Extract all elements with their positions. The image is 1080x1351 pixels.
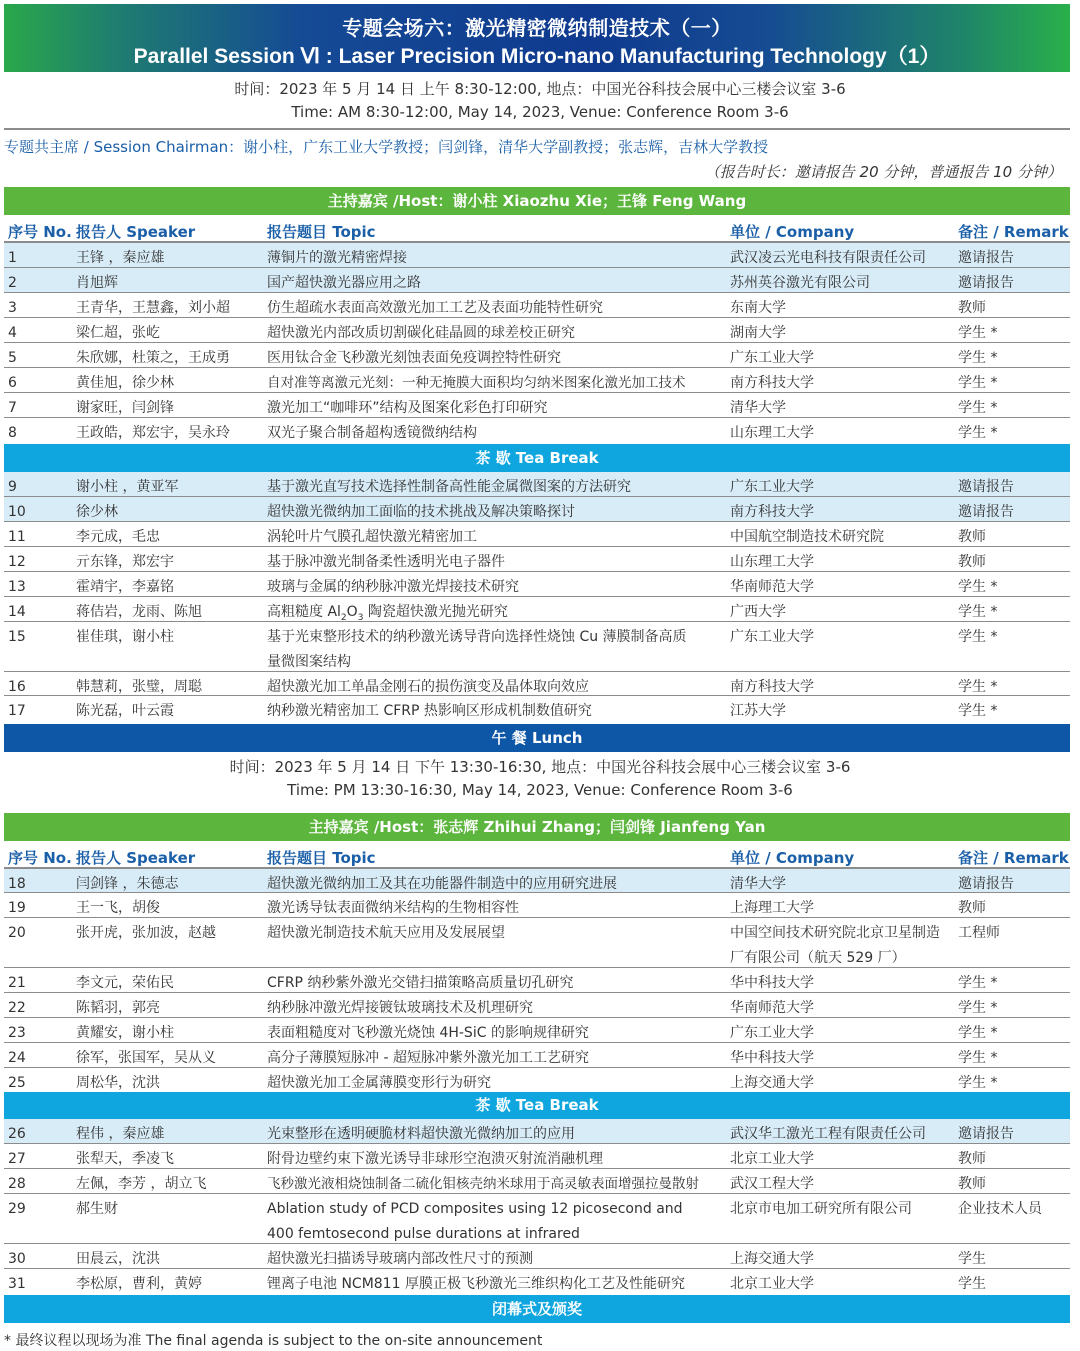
row-topic: Ablation study of PCD composites using 12 picosecond and 400 femtosecond pulse durations at infrared: [267, 1201, 683, 1242]
table-row: [4, 293, 1070, 318]
row-no: 17: [8, 703, 26, 719]
row-topic: 基于脉冲激光制备柔性透明光电子器件: [267, 554, 505, 570]
row-company: 江苏大学: [730, 703, 786, 719]
row-topic: 基于光束整形技术的纳秒激光诱导背向选择性烧蚀 Cu 薄膜制备高质量微图案结构: [267, 629, 687, 670]
row-remark: 企业技术人员: [958, 1201, 1042, 1217]
row-remark: 学生: [958, 1251, 986, 1267]
row-topic: 超快激光微纳加工面临的技术挑战及解决策略探讨: [267, 504, 575, 520]
row-topic: 超快激光微纳加工及其在功能器件制造中的应用研究进展: [267, 876, 617, 892]
divider: [4, 128, 1070, 130]
table-row: [4, 1018, 1070, 1043]
col-company: 单位 / Company: [730, 223, 855, 241]
row-speaker: 亓东锋，郑宏宇: [76, 554, 174, 570]
row-speaker: 梁仁超，张屹: [76, 325, 160, 341]
table-header: [4, 843, 1070, 869]
row-remark: 教师: [958, 900, 986, 916]
table-row: [4, 497, 1070, 522]
session-title-cn: 专题会场六：激光精密微纳制造技术（一）: [342, 16, 732, 40]
row-topic: 薄铜片的激光精密焊接: [267, 250, 407, 266]
row-company: 广东工业大学: [730, 629, 814, 645]
row-no: 6: [8, 375, 17, 391]
row-company: 中国空间技术研究院北京卫星制造厂有限公司（航天 529 厂）: [730, 925, 940, 966]
row-remark: 教师: [958, 1151, 986, 1167]
row-remark: 学生 *: [958, 975, 998, 991]
table-row: [4, 572, 1070, 597]
subscript: 3: [357, 612, 364, 623]
table-row: [4, 597, 1070, 622]
row-company: 北京工业大学: [730, 1151, 814, 1167]
row-no: 13: [8, 579, 26, 595]
row-speaker: 李文元，荣佑民: [76, 975, 174, 991]
row-topic: 高分子薄膜短脉冲 - 超短脉冲紫外激光加工工艺研究: [267, 1050, 589, 1066]
row-topic: 超快激光内部改质切割碳化硅晶圆的球差校正研究: [267, 325, 575, 341]
row-no: 29: [8, 1201, 26, 1217]
row-speaker: 蒋佶岩，龙雨、陈旭: [76, 604, 202, 620]
row-topic: 表面粗糙度对飞秒激光烧蚀 4H-SiC 的影响规律研究: [267, 1025, 589, 1041]
table-row: [4, 1244, 1070, 1269]
tea-break-bar: 茶 歇 Tea Break: [4, 1092, 1070, 1119]
row-speaker: 崔佳琪，谢小柱: [76, 629, 174, 645]
row-company: 北京市电加工研究所有限公司: [730, 1201, 912, 1217]
row-no: 23: [8, 1025, 26, 1041]
row-topic: 涡轮叶片气膜孔超快激光精密加工: [267, 529, 477, 545]
table-row: [4, 418, 1070, 443]
row-company: 东南大学: [730, 300, 786, 316]
row-no: 22: [8, 1000, 26, 1016]
row-no: 27: [8, 1151, 26, 1167]
row-speaker: 王一飞，胡俊: [76, 900, 160, 916]
topic-text: O: [346, 604, 358, 620]
row-remark: 学生 *: [958, 350, 998, 366]
row-speaker: 韩慧莉，张璧，周聪: [76, 679, 202, 695]
row-speaker: 程伟 ，秦应雄: [76, 1126, 165, 1142]
table-row: [4, 869, 1070, 893]
row-remark: 工程师: [958, 925, 1000, 941]
session-title-en: Parallel Session Ⅵ : Laser Precision Micro-nano Manufacturing Technology（1）: [133, 45, 941, 68]
session-banner: [4, 4, 1070, 72]
row-company: 山东理工大学: [730, 554, 814, 570]
row-topic: 纳秒脉冲激光焊接镀钛玻璃技术及机理研究: [267, 1000, 533, 1016]
row-no: 5: [8, 350, 17, 366]
row-company: 华中科技大学: [730, 975, 814, 991]
row-speaker: 王锋 ，秦应雄: [76, 250, 165, 266]
row-remark: 学生 *: [958, 629, 998, 645]
row-remark: 学生 *: [958, 425, 998, 441]
row-remark: 学生 *: [958, 1000, 998, 1016]
row-no: 15: [8, 629, 26, 645]
row-remark: 学生: [958, 1276, 986, 1292]
row-company: 南方科技大学: [730, 679, 814, 695]
table-header: [4, 217, 1070, 243]
row-company: 中国航空制造技术研究院: [730, 529, 884, 545]
row-company: 华中科技大学: [730, 1050, 814, 1066]
row-company: 武汉凌云光电科技有限责任公司: [730, 250, 926, 266]
subscript: 2: [340, 612, 347, 623]
host-bar-afternoon: 主持嘉宾 /Host：张志辉 Zhihui Zhang；闫剑锋 Jianfeng Yan: [4, 813, 1070, 841]
row-no: 20: [8, 925, 26, 941]
row-no: 14: [8, 604, 26, 620]
row-company: 华南师范大学: [730, 579, 814, 595]
col-speaker: 报告人 Speaker: [76, 849, 196, 867]
col-speaker: 报告人 Speaker: [76, 223, 196, 241]
row-speaker: 朱欣娜，杜策之，王成勇: [76, 350, 230, 366]
row-topic: 国产超快激光器应用之路: [267, 275, 421, 291]
row-speaker: 左佩，李芳 ，胡立飞: [76, 1176, 207, 1192]
row-company: 山东理工大学: [730, 425, 814, 441]
row-topic: 超快激光制造技术航天应用及发展展望: [267, 925, 505, 941]
row-speaker: 谢家旺，闫剑锋: [76, 400, 174, 416]
row-remark: 学生 *: [958, 1075, 998, 1091]
row-remark: 学生 *: [958, 604, 998, 620]
row-company: 南方科技大学: [730, 504, 814, 520]
row-no: 7: [8, 400, 17, 416]
row-speaker: 黄耀安，谢小柱: [76, 1025, 174, 1041]
row-speaker: 李元成，毛忠: [76, 529, 160, 545]
table-row: [4, 1119, 1070, 1144]
col-no: 序号 No.: [8, 849, 72, 867]
row-no: 3: [8, 300, 17, 316]
row-remark: 学生 *: [958, 1025, 998, 1041]
table-row: [4, 368, 1070, 393]
row-speaker: 周松华，沈洪: [76, 1075, 160, 1091]
row-remark: 学生 *: [958, 579, 998, 595]
row-topic: 纳秒激光精密加工 CFRP 热影响区形成机制数值研究: [267, 703, 592, 719]
row-remark: 邀请报告: [958, 479, 1014, 495]
row-topic: 仿生超疏水表面高效激光加工工艺及表面功能特性研究: [267, 300, 603, 316]
row-remark: 邀请报告: [958, 1126, 1014, 1142]
table-row: [4, 522, 1070, 547]
row-no: 25: [8, 1075, 26, 1091]
row-remark: 学生 *: [958, 375, 998, 391]
row-speaker: 徐军，张国军，吴从义: [76, 1050, 216, 1066]
row-company: 广西大学: [730, 604, 786, 620]
row-company: 武汉华工激光工程有限责任公司: [730, 1126, 926, 1142]
table-row: [4, 1068, 1070, 1092]
row-company: 广东工业大学: [730, 479, 814, 495]
table-row: [4, 243, 1070, 268]
lunch-bar: 午 餐 Lunch: [4, 724, 1070, 752]
col-no: 序号 No.: [8, 223, 72, 241]
row-company: 北京工业大学: [730, 1276, 814, 1292]
table-row: [4, 472, 1070, 497]
row-company: 上海交通大学: [730, 1075, 814, 1091]
table-row: [4, 968, 1070, 993]
row-no: 28: [8, 1176, 26, 1192]
row-topic: 自对准等离激元光刻：一种无掩膜大面积均匀纳米图案化激光加工技术: [267, 375, 686, 391]
row-speaker: 张开虎，张加波，赵越: [76, 925, 216, 941]
row-topic: 双光子聚合制备超构透镜微纳结构: [267, 425, 477, 441]
morning-time-cn: 时间：2023 年 5 月 14 日 上午 8:30-12:00, 地点：中国光谷科技会展中心三楼会议室 3-6: [234, 80, 846, 98]
table-row: [4, 672, 1070, 696]
row-speaker: 闫剑锋 ，朱德志: [76, 876, 179, 892]
table-row: [4, 343, 1070, 368]
row-speaker: 郝生财: [76, 1201, 118, 1217]
duration-note: （报告时长：邀请报告 20 分钟，普通报告 10 分钟）: [704, 163, 1062, 181]
row-company: 南方科技大学: [730, 375, 814, 391]
closing-bar: 闭幕式及颁奖: [4, 1295, 1070, 1323]
row-remark: 教师: [958, 529, 986, 545]
row-topic: 激光加工“咖啡环”结构及图案化彩色打印研究: [267, 400, 548, 416]
row-speaker: 王政皓，郑宏宇，吴永玲: [76, 425, 230, 441]
row-remark: 学生 *: [958, 1050, 998, 1066]
row-no: 10: [8, 504, 26, 520]
row-no: 12: [8, 554, 26, 570]
afternoon-time-en: Time: PM 13:30-16:30, May 14, 2023, Venue: Conference Room 3-6: [287, 781, 793, 799]
row-no: 11: [8, 529, 26, 545]
row-speaker: 徐少林: [76, 504, 118, 520]
morning-time-en: Time: AM 8:30-12:00, May 14, 2023, Venue: Conference Room 3-6: [291, 103, 789, 121]
table-row: [4, 993, 1070, 1018]
col-topic: 报告题目 Topic: [267, 849, 376, 867]
row-remark: 邀请报告: [958, 275, 1014, 291]
row-speaker: 肖旭辉: [76, 275, 118, 291]
row-topic: 超快激光扫描诱导玻璃内部改性尺寸的预测: [267, 1251, 533, 1267]
row-company: 苏州英谷激光有限公司: [730, 275, 870, 291]
row-company: 广东工业大学: [730, 1025, 814, 1041]
row-speaker: 陈韬羽，郭亮: [76, 1000, 160, 1016]
row-company: 清华大学: [730, 400, 786, 416]
table-row: [4, 268, 1070, 293]
row-speaker: 王青华，王慧鑫，刘小超: [76, 300, 230, 316]
tea-break-bar: 茶 歇 Tea Break: [4, 444, 1070, 472]
row-remark: 教师: [958, 554, 986, 570]
table-row: [4, 893, 1070, 918]
row-no: 18: [8, 876, 26, 892]
row-speaker: 黄佳旭，徐少林: [76, 375, 174, 391]
row-no: 1: [8, 250, 17, 266]
table-row: [4, 393, 1070, 418]
row-no: 8: [8, 425, 17, 441]
row-no: 24: [8, 1050, 26, 1066]
row-speaker: 谢小柱 ，黄亚军: [76, 479, 179, 495]
row-topic: 基于激光直写技术选择性制备高性能金属微图案的方法研究: [267, 479, 631, 495]
col-topic: 报告题目 Topic: [267, 223, 376, 241]
row-topic: 附骨边壁约束下激光诱导非球形空泡溃灭射流消融机理: [267, 1151, 603, 1167]
topic-text: 陶瓷超快激光抛光研究: [363, 604, 508, 620]
host-bar-morning: 主持嘉宾 /Host：谢小柱 Xiaozhu Xie；王锋 Feng Wang: [4, 187, 1070, 215]
row-speaker: 霍靖宇，李嘉铭: [76, 579, 174, 595]
row-remark: 邀请报告: [958, 876, 1014, 892]
row-remark: 邀请报告: [958, 250, 1014, 266]
row-no: 16: [8, 679, 26, 695]
row-topic: 飞秒激光液相烧蚀制备二硫化钼核壳纳米球用于高灵敏表面增强拉曼散射: [267, 1176, 699, 1192]
table-row: [4, 547, 1070, 572]
row-remark: 邀请报告: [958, 504, 1014, 520]
table-row: [4, 1043, 1070, 1068]
row-no: 9: [8, 479, 17, 495]
row-topic: 玻璃与金属的纳秒脉冲激光焊接技术研究: [267, 579, 519, 595]
table-row: [4, 622, 1070, 672]
row-remark: 教师: [958, 300, 986, 316]
row-remark: 学生 *: [958, 703, 998, 719]
row-remark: 学生 *: [958, 400, 998, 416]
row-company: 湖南大学: [730, 325, 786, 341]
row-no: 19: [8, 900, 26, 916]
row-company: 清华大学: [730, 876, 786, 892]
table-row: [4, 1169, 1070, 1194]
topic-text: 高粗糙度 Al: [267, 604, 341, 620]
table-row: [4, 1144, 1070, 1169]
row-topic: 激光诱导钛表面微纳米结构的生物相容性: [267, 900, 519, 916]
session-chairman: 专题共主席 / Session Chairman：谢小柱，广东工业大学教授；闫剑锋，清华大学副教授；张志辉，吉林大学教授: [4, 138, 769, 156]
row-remark: 教师: [958, 1176, 986, 1192]
col-company: 单位 / Company: [730, 849, 855, 867]
table-row: [4, 1194, 1070, 1244]
col-remark: 备注 / Remark: [958, 849, 1069, 867]
row-company: 华南师范大学: [730, 1000, 814, 1016]
row-no: 26: [8, 1126, 26, 1142]
row-topic: 超快激光加工金属薄膜变形行为研究: [267, 1075, 491, 1091]
row-no: 30: [8, 1251, 26, 1267]
row-speaker: 张犁天，季凌飞: [76, 1151, 174, 1167]
row-no: 31: [8, 1276, 26, 1292]
table-row: [4, 318, 1070, 343]
row-no: 4: [8, 325, 17, 341]
row-topic: 医用钛合金飞秒激光刻蚀表面免疫调控特性研究: [267, 350, 561, 366]
row-remark: 学生 *: [958, 679, 998, 695]
col-remark: 备注 / Remark: [958, 223, 1069, 241]
table-row: [4, 1269, 1070, 1294]
row-company: 广东工业大学: [730, 350, 814, 366]
row-speaker: 陈光磊，叶云霞: [76, 703, 174, 719]
row-topic: 光束整形在透明硬脆材料超快激光微纳加工的应用: [267, 1126, 575, 1142]
footnote: * 最终议程以现场为准 The final agenda is subject to the on-site announcement: [4, 1333, 543, 1349]
row-remark: 学生 *: [958, 325, 998, 341]
row-topic: 超快激光加工单晶金刚石的损伤演变及晶体取向效应: [267, 679, 589, 695]
row-company: 上海理工大学: [730, 900, 814, 916]
row-company: 武汉工程大学: [730, 1176, 814, 1192]
row-speaker: 田晨云，沈洪: [76, 1251, 160, 1267]
row-no: 2: [8, 275, 17, 291]
table-row: [4, 918, 1070, 968]
table-row: [4, 696, 1070, 721]
afternoon-time-cn: 时间：2023 年 5 月 14 日 下午 13:30-16:30, 地点：中国光谷科技会展中心三楼会议室 3-6: [229, 758, 851, 776]
row-no: 21: [8, 975, 26, 991]
row-speaker: 李松原，曹利，黄婷: [76, 1276, 202, 1292]
row-topic: 锂离子电池 NCM811 厚膜正极飞秒激光三维织构化工艺及性能研究: [267, 1276, 685, 1292]
row-company: 上海交通大学: [730, 1251, 814, 1267]
row-topic: CFRP 纳秒紫外激光交错扫描策略高质量切孔研究: [267, 975, 574, 991]
